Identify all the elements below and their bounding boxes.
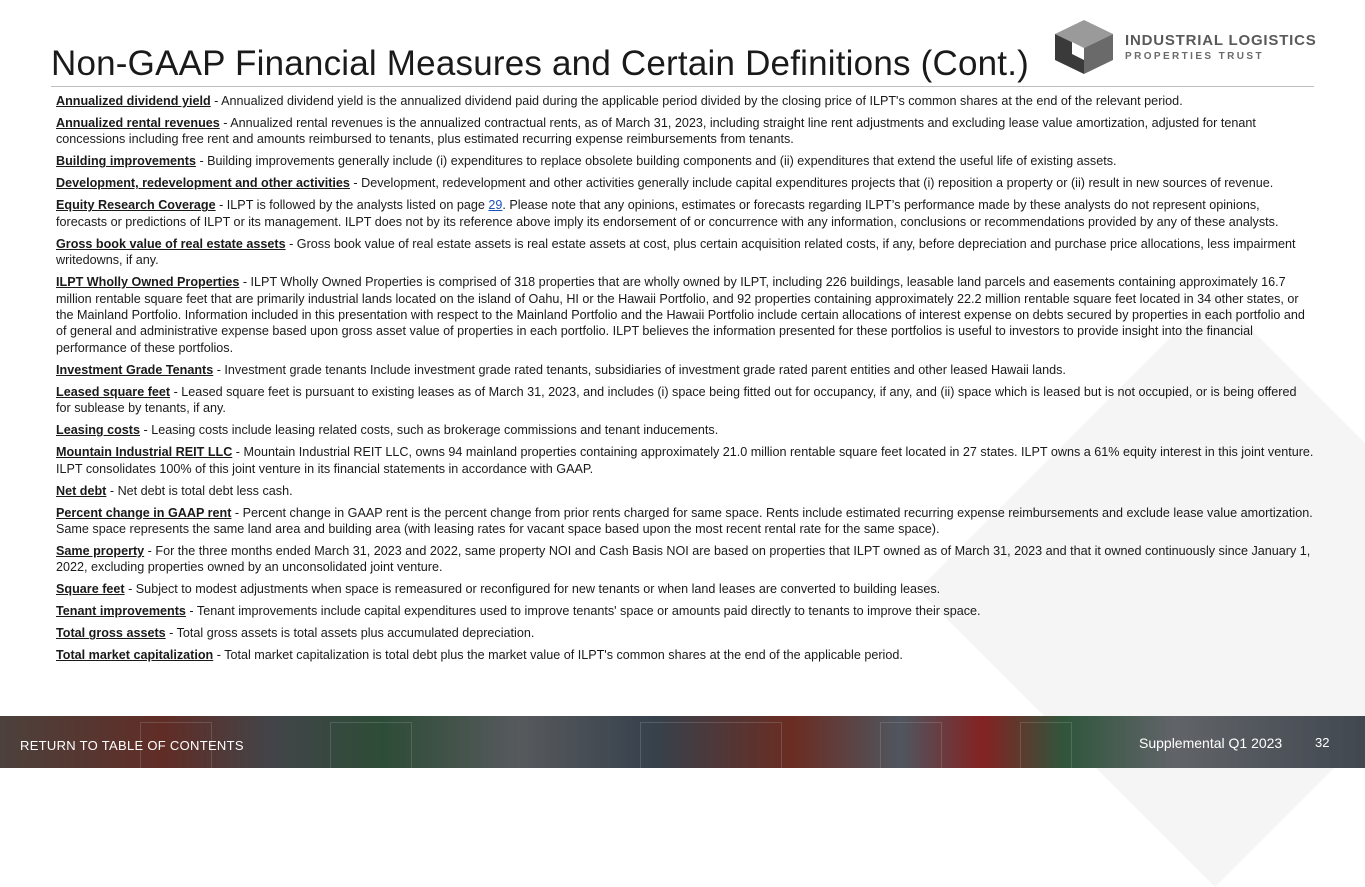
definition-text: - Building improvements generally include (i) expenditures to replace obsolete building components and (ii) expenditures that extend the useful life of existing assets. [195, 154, 1117, 169]
definition-text: - Development, redevelopment and other activities generally include capital expenditures projects that (i) reposition a property or (ii) result in new sources of revenue. [349, 176, 1274, 191]
supplemental-label: Supplemental Q1 2023 [1139, 735, 1283, 751]
definition-item [56, 274, 1314, 356]
definition-item [56, 384, 1314, 417]
title-divider [51, 86, 1314, 87]
definition-text: - Net debt is total debt less cash. [106, 483, 293, 498]
logo-text-line1: INDUSTRIAL LOGISTICS [1125, 32, 1317, 49]
definition-item [56, 483, 1314, 499]
definition-text-cont: . Please note that any opinions, estimates or forecasts regarding ILPT’s performance made by these analysts do not represent opinions, forecasts or predictions of ILPT or its management. ILPT does not by its reference above imply its endorsement of or concurrence with any information, conclusions or recommendations provided by any of these analysts. [56, 198, 1279, 229]
definition-text: - For the three months ended March 31, 2023 and 2022, same property NOI and Cash Basis NOI are based on properties that ILPT owned as of March 31, 2023 and that it owned continuously since January 1, 2022, excluding properties owned by an unconsolidated joint venture. [56, 544, 1311, 575]
definition-text: - ILPT is followed by the analysts listed on page [215, 198, 489, 213]
page-29-link[interactable]: 29 [488, 198, 503, 213]
page-number: 32 [1315, 735, 1330, 750]
definition-item [56, 236, 1314, 269]
definition-text: - Leased square feet is pursuant to existing leases as of March 31, 2023, and includes (i) space being fitted out for occupancy, if any, and (ii) space which is leased but is not occupied, or is being offered for sublease by tenants, if any. [56, 384, 1297, 416]
definition-item [56, 115, 1314, 148]
definition-text: - Investment grade tenants Include investment grade rated tenants, subsidiaries of investment grade rated parent entities and other leased Hawaii lands. [213, 362, 1066, 377]
page-title: Non-GAAP Financial Measures and Certain Definitions (Cont.) [51, 44, 1029, 83]
definition-item [56, 444, 1314, 477]
definition-term[interactable]: Total gross assets [56, 626, 166, 641]
definition-term[interactable]: Equity Research Coverage [56, 198, 216, 213]
definition-item [56, 647, 1314, 663]
definition-term[interactable]: Investment Grade Tenants [56, 362, 214, 377]
definitions-list [56, 93, 1314, 669]
definition-item [56, 422, 1314, 438]
definition-item [56, 362, 1314, 378]
definition-text: - Subject to modest adjustments when space is remeasured or reconfigured for new tenants or when land leases are converted to building leases. [124, 582, 941, 597]
definition-term[interactable]: Annualized rental revenues [56, 116, 220, 130]
footer-banner-photo [0, 716, 1365, 768]
definition-item [56, 581, 1314, 597]
definition-term[interactable]: Total market capitalization [56, 648, 214, 663]
definition-item [56, 175, 1314, 191]
logo-text-line2: PROPERTIES TRUST [1125, 51, 1264, 62]
definition-term[interactable]: ILPT Wholly Owned Properties [56, 275, 240, 290]
definition-item [56, 197, 1314, 230]
definition-term[interactable]: Net debt [56, 483, 107, 498]
definition-term[interactable]: Same property [56, 544, 145, 559]
definition-text: - Percent change in GAAP rent is the percent change from prior rents charged for same space. Rents include estimated recurring expense reimbursements and exclude lease value amortization. Same space represents the same land area and building area (with leasing rates for vacant space based upon the most recent rental rate for the same space). [56, 505, 1313, 537]
definition-term[interactable]: Development, redevelopment and other activities [56, 176, 350, 191]
definition-item [56, 543, 1314, 576]
definition-term[interactable]: Mountain Industrial REIT LLC [56, 445, 233, 460]
definition-term[interactable]: Square feet [56, 582, 125, 597]
definition-term[interactable]: Annualized dividend yield [56, 94, 211, 108]
definition-text: - Gross book value of real estate assets is real estate assets at cost, plus certain acquisition related costs, if any, before depreciation and purchase price allocations, less impairment writedowns, if any. [56, 236, 1296, 268]
return-to-toc-link[interactable]: RETURN TO TABLE OF CONTENTS [20, 738, 244, 753]
definition-term[interactable]: Percent change in GAAP rent [56, 505, 232, 520]
definition-term[interactable]: Tenant improvements [56, 604, 186, 619]
definition-text: - Total gross assets is total assets plus accumulated depreciation. [165, 626, 535, 641]
definition-term[interactable]: Leased square feet [56, 384, 171, 399]
definition-term[interactable]: Leasing costs [56, 423, 140, 438]
definition-item [56, 153, 1314, 169]
definition-text: - Annualized rental revenues is the annualized contractual rents, as of March 31, 2023, including straight line rent adjustments and excluding lease value amortization, adjusted for tenant concessions including free rent and amounts reimbursed to tenants, plus estimated recurring expense reimbursements from tenants. [56, 116, 1256, 147]
definition-text: - Mountain Industrial REIT LLC, owns 94 mainland properties containing approximately 21.0 million rentable square feet located in 27 states. ILPT owns a 61% equity interest in this joint venture. ILPT consolidates 100% of this joint venture in its financial statements in accordance with GAAP. [56, 445, 1314, 476]
definition-text: - Leasing costs include leasing related costs, such as brokerage commissions and tenant inducements. [140, 423, 719, 438]
definition-text: - Tenant improvements include capital expenditures used to improve tenants' space or amounts paid directly to tenants to improve their space. [185, 604, 981, 619]
company-logo [1055, 20, 1317, 74]
definition-text: - Total market capitalization is total debt plus the market value of ILPT's common shares at the end of the applicable period. [213, 648, 903, 663]
definition-item [56, 625, 1314, 641]
definition-term[interactable]: Gross book value of real estate assets [56, 236, 286, 251]
definition-term[interactable]: Building improvements [56, 154, 196, 169]
cube-logo-icon [1055, 20, 1113, 74]
definition-item [56, 603, 1314, 619]
definition-text: - ILPT Wholly Owned Properties is comprised of 318 properties that are wholly owned by ILPT, including 226 buildings, leasable land parcels and easements containing approximately 16.7 million rentable square feet that are primarily industrial lands located on the island of Oahu, HI or the Hawaii Portfolio, and 92 properties containing approximately 22.2 million rentable square feet located in 34 other states, or the Mainland Portfolio. Information included in this presentation with respect to the Mainland Portfolio and the Hawaii Portfolio include certain allocations of interest expense on debts secured by properties in each portfolio and of general and administrative expense based upon gross asset value of properties in each portfolio. ILPT believes the information presented for these portfolios is useful to investors to provide insight into the financial performance of these portfolios. [56, 275, 1305, 355]
definition-item [56, 505, 1314, 538]
definition-item [56, 93, 1314, 109]
definition-text: - Annualized dividend yield is the annualized dividend paid during the applicable period divided by the closing price of ILPT's common shares at the end of the relevant period. [210, 94, 1183, 108]
